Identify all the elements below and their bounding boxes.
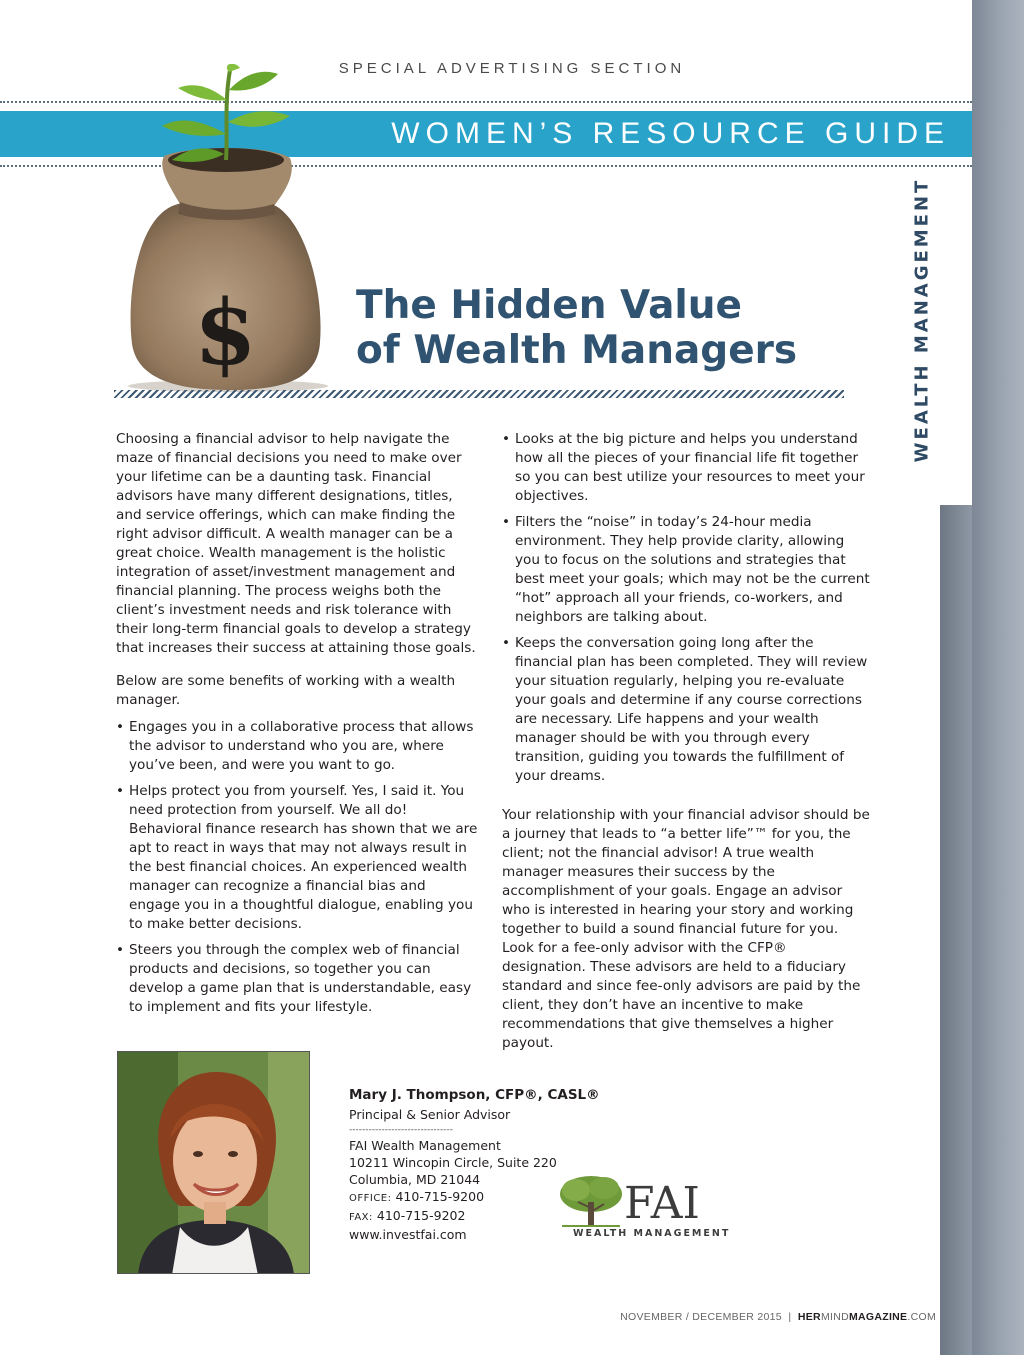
advisor-role: Principal & Senior Advisor	[349, 1107, 511, 1122]
list-item: • Keeps the conversation going long after the financial plan has been completed. They will review your situation regularly, helping you re-evaluate your goals and determine if any course corrections are necessary. Life happens and your wealth manager should be with you through every transition, guiding you towards the fulfillment of your dreams.	[502, 634, 870, 786]
list-item: • Helps protect you from yourself. Yes, I said it. You need protection from yourself. We all do! Behavioral finance research has shown that we are apt to react in ways that may not always result in the best financial choices. An experienced wealth manager can recognize a financial bias and engage you in a thoughtful dialogue, enabling you to make better decisions.	[116, 782, 478, 934]
office-phone[interactable]: 410-715-9200	[395, 1189, 485, 1204]
site-name-domain: .COM	[907, 1311, 936, 1323]
svg-text:$: $	[194, 280, 257, 386]
office-label: OFFICE:	[349, 1193, 392, 1204]
footer-separator: |	[788, 1311, 792, 1323]
article-title-line-2: of Wealth Managers	[356, 328, 798, 373]
company-name: FAI Wealth Management	[349, 1138, 501, 1153]
benefits-list-left	[116, 718, 478, 1017]
special-advertising-kicker: SPECIAL ADVERTISING SECTION	[338, 60, 686, 77]
site-name-her: HER	[797, 1311, 821, 1323]
fai-logo	[558, 1172, 731, 1244]
website-link[interactable]: www.investfai.com	[349, 1227, 467, 1242]
contact-divider: --------------------------------	[349, 1125, 453, 1135]
fax-label: FAX:	[349, 1212, 373, 1223]
article-left-column	[116, 430, 478, 1024]
benefits-lead: Below are some benefits of working with a wealth manager.	[116, 673, 456, 708]
section-banner-title: WOMEN’S RESOURCE GUIDE	[391, 117, 950, 150]
logo-wordmark: FAI	[624, 1178, 700, 1229]
site-name-mind: MIND	[820, 1311, 849, 1323]
intro-paragraph: Choosing a financial advisor to help navigate the maze of financial decisions you need to make over your lifetime can be a daunting task. Financial advisors have many different designations, titles, and service offerings, which can make finding the right advisor difficult. A wealth manager can be a great choice. Wealth management is the holistic integration of asset/investment management and financial planning. The process weighs both the client’s investment needs and risk tolerance with their long-term financial goals to develop a strategy that increases their success at attaining those goals.	[116, 431, 476, 656]
money-bag-plant-illustration	[118, 64, 333, 394]
list-item: • Engages you in a collaborative process that allows the advisor to understand who you are, where you’ve been, and were you want to go.	[116, 718, 478, 775]
list-item: • Steers you through the complex web of financial products and decisions, so together you can develop a game plan that is understandable, easy to implement and fits your lifestyle.	[116, 941, 478, 1017]
tree-icon	[558, 1172, 624, 1228]
side-rail-lower	[940, 505, 972, 1355]
page-footer	[620, 1311, 936, 1323]
site-name-magazine: MAGAZINE	[848, 1311, 908, 1323]
closing-paragraph: Your relationship with your financial advisor should be a journey that leads to “a better life”™ for you, the client; not the financial advisor! A true wealth manager measures their success by the accomplishment of your goals. Engage an advisor who is interested in hearing your story and working together to build a sound financial future for you. Look for a fee-only advisor with the CFP® designation. These advisors are held to a fiduciary standard and since fee-only advisors are paid by the client, they don’t have an incentive to make recommendations that give themselves a higher payout.	[502, 807, 870, 1051]
side-rail	[972, 0, 1024, 1355]
article-title-line-1: The Hidden Value	[356, 283, 742, 328]
list-item: • Looks at the big picture and helps you understand how all the pieces of your financial life fit together so you can best utilize your resources to meet your objectives.	[502, 430, 870, 506]
city-state-zip: Columbia, MD 21044	[349, 1172, 481, 1187]
article-title	[356, 283, 797, 373]
fax-number: 410-715-9202	[376, 1208, 466, 1223]
logo-tagline: WEALTH MANAGEMENT	[573, 1228, 731, 1239]
hatched-divider	[114, 390, 844, 398]
portrait-photo	[117, 1051, 310, 1274]
benefits-list-right	[502, 430, 870, 786]
list-item: • Filters the “noise” in today’s 24-hour media environment. They help provide clarity, allowing you to focus on the solutions and strategies that best meet your goals; which may not be the current “hot” approach all your friends, co-workers, and neighbors are talking about.	[502, 513, 870, 627]
issue-date: NOVEMBER / DECEMBER 2015	[620, 1311, 782, 1323]
advisor-name: Mary J. Thompson, CFP®, CASL®	[349, 1087, 600, 1103]
street-address: 10211 Wincopin Circle, Suite 220	[349, 1155, 557, 1170]
article-right-column	[502, 430, 870, 1067]
